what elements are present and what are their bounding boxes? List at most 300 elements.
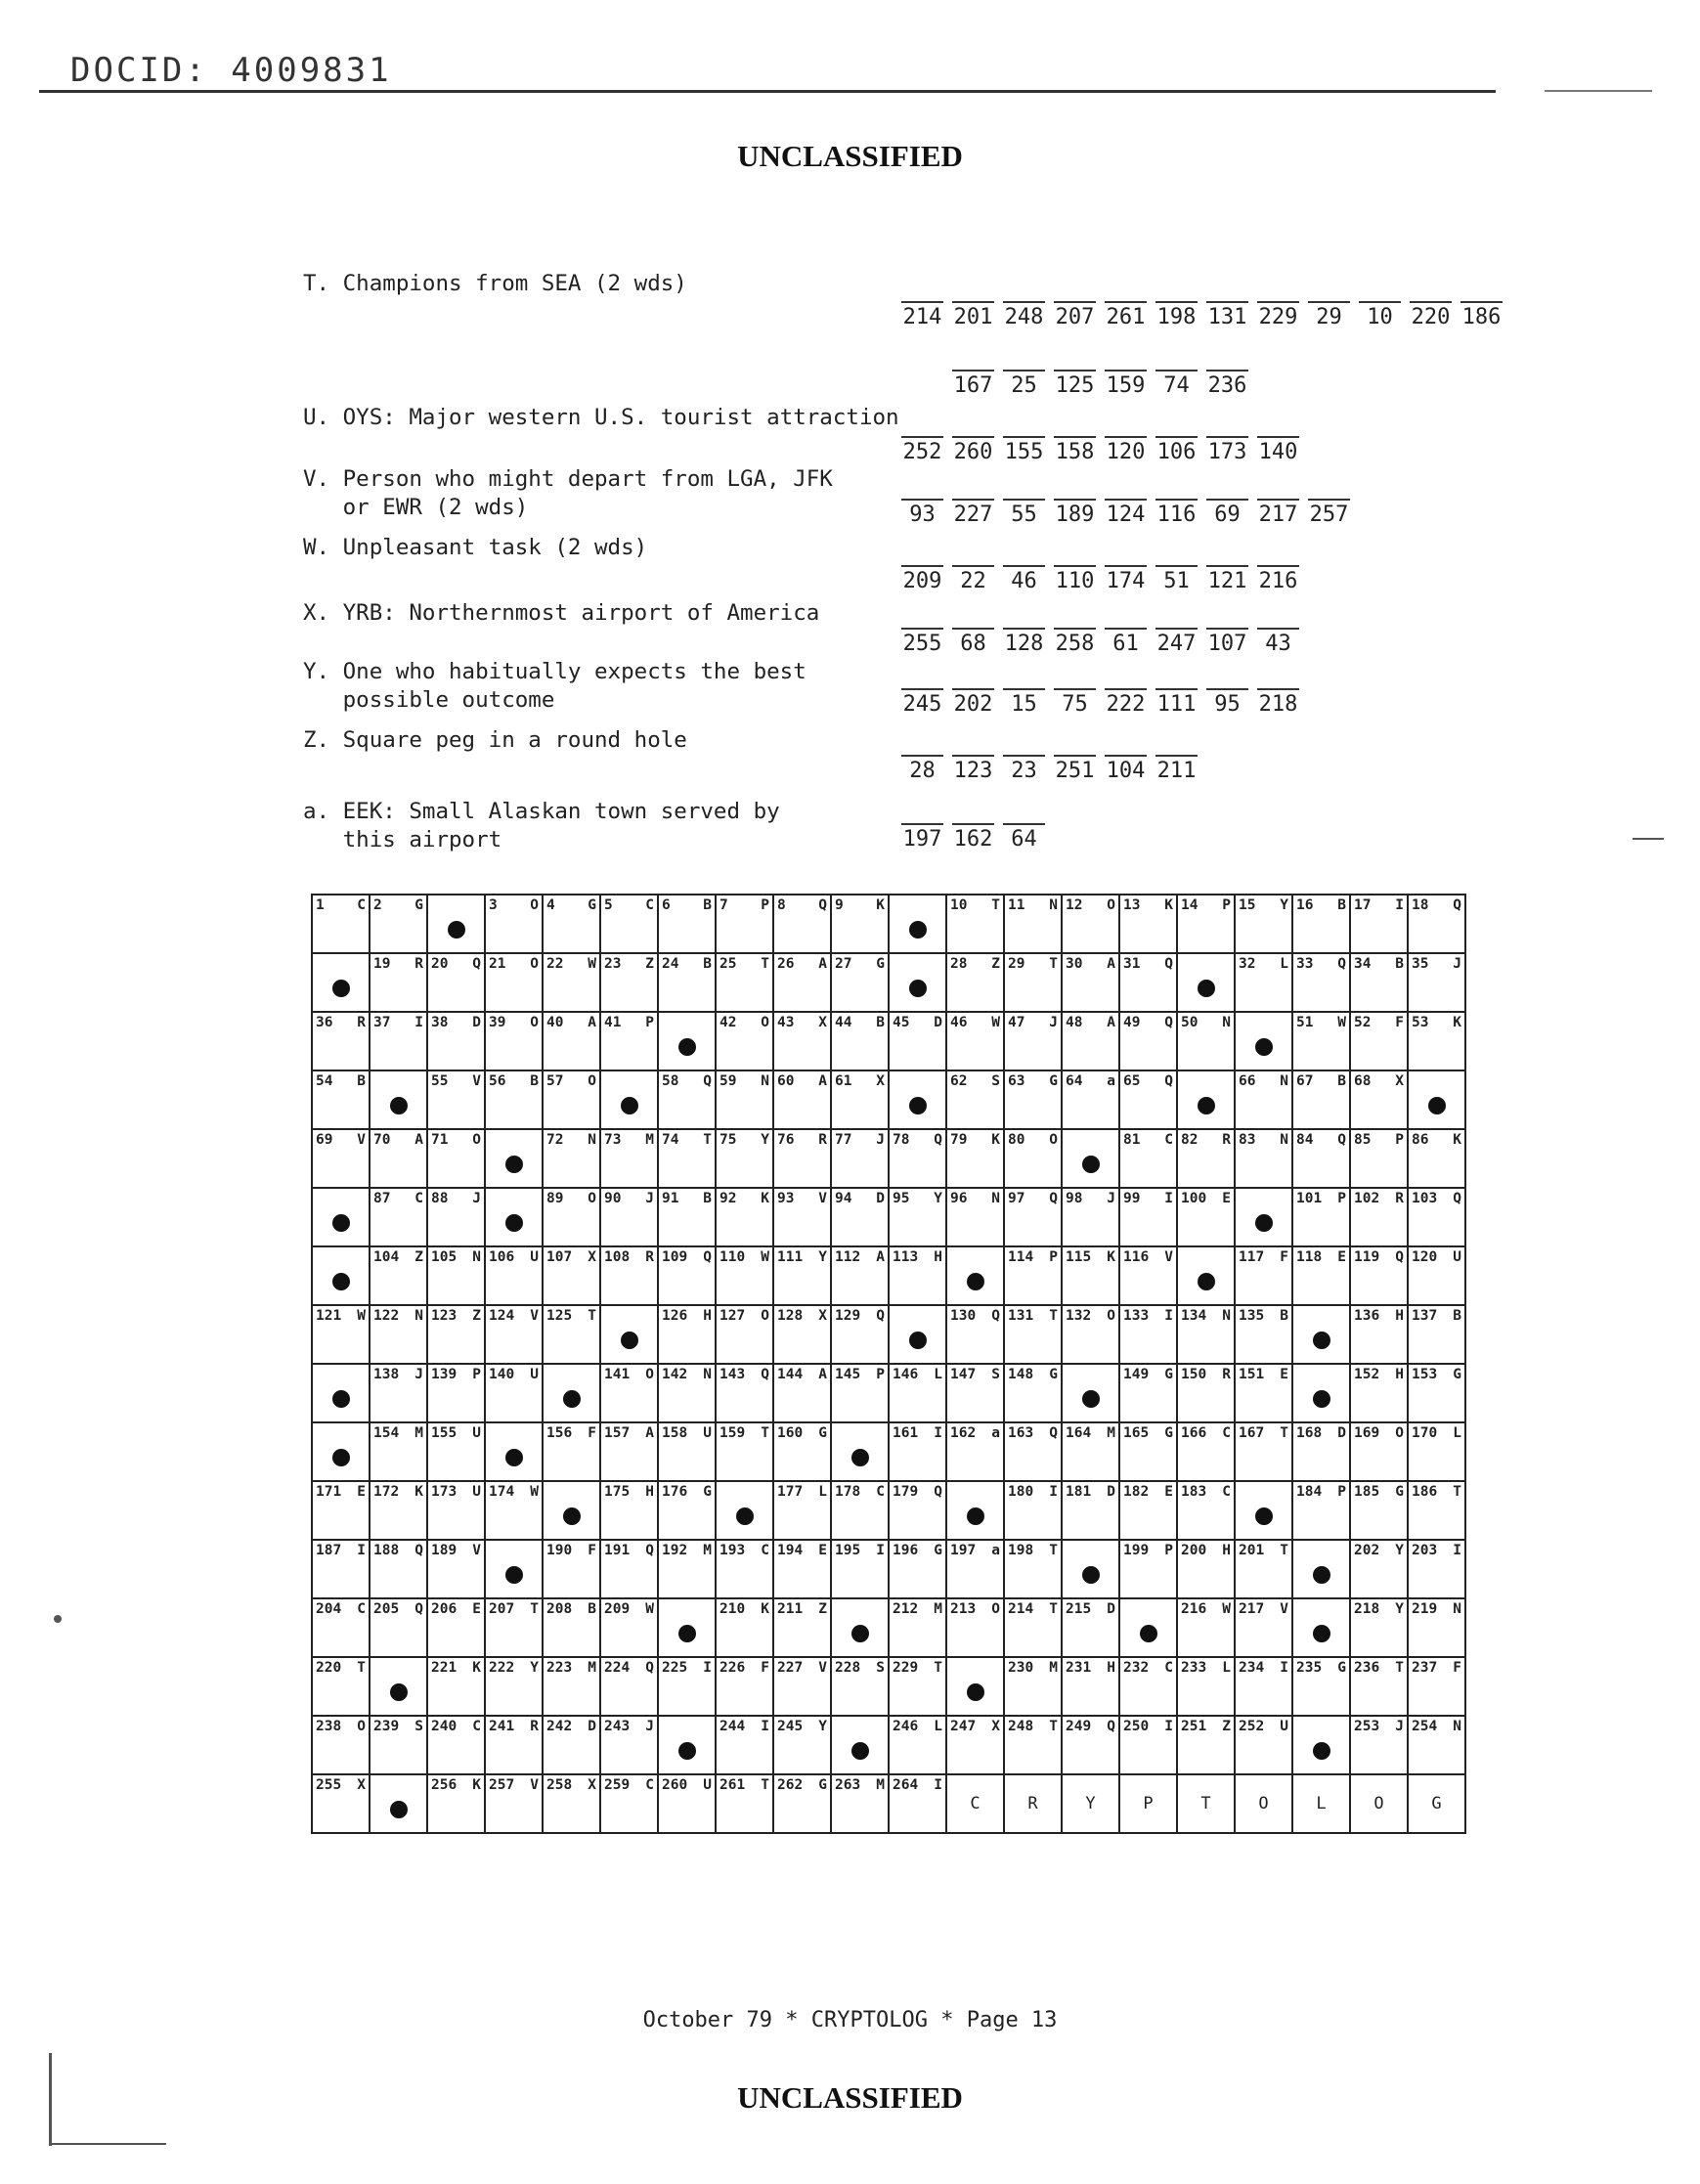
cell-letter: C [472,1719,481,1734]
cell-number: 124 [489,1308,515,1324]
cell-number: 132 [1066,1308,1092,1324]
cell-number: 195 [835,1543,861,1558]
black-dot-icon [736,1507,754,1525]
clue-a: a. EEK: Small Alaskan town served by this airport [303,799,780,852]
cell-letter: N [414,1308,423,1324]
grid-cell [658,1422,716,1481]
cell-number: 102 [1354,1191,1380,1206]
answer-v [901,499,1359,527]
grid-cell [427,1129,485,1188]
grid-cell [1177,1598,1235,1657]
cell-number: 8 [777,897,786,913]
black-dot-icon [1255,1038,1273,1056]
grid-cell [600,953,658,1012]
cell-letter: U [1280,1719,1288,1734]
cell-number: 198 [1008,1543,1034,1558]
grid-cell [1004,1246,1062,1305]
cell-letter: Y [1395,1543,1404,1558]
cell-letter: Z [818,1601,827,1617]
cell-letter: B [1337,897,1346,913]
cell-number: 160 [777,1425,804,1441]
answer-blank: 28 [901,755,943,783]
cell-letter: W [530,1484,539,1500]
grid-cell [946,1540,1004,1598]
grid-cell [1062,1481,1119,1540]
grid-row [312,1246,1465,1305]
cell-number: 181 [1066,1484,1092,1500]
answer-blank: 55 [1003,499,1045,527]
grid-cell [773,1598,831,1657]
cell-number: 143 [719,1367,746,1382]
cell-number: 225 [662,1660,688,1676]
cell-number: 230 [1008,1660,1034,1676]
cell-number: 223 [546,1660,573,1676]
answer-blank: 222 [1105,688,1147,717]
cell-number: 171 [316,1484,342,1500]
cell-letter: a [991,1425,1000,1441]
black-dot-icon [332,1214,350,1232]
grid-cell [427,1774,485,1833]
cell-letter: W [645,1601,654,1617]
grid-cell [773,1129,831,1188]
cell-number: 58 [662,1073,679,1089]
cell-number: 68 [1354,1073,1372,1089]
grid-cell [1350,1657,1408,1716]
cell-number: 56 [489,1073,506,1089]
cell-letter: C [645,897,654,913]
black-dot-icon [967,1507,984,1525]
grid-row [312,1364,1465,1422]
cell-number: 113 [893,1249,919,1265]
cell-letter: Q [818,897,827,913]
grid-cell [1292,1070,1350,1129]
cell-number: 101 [1296,1191,1323,1206]
cell-number: 197 [950,1543,977,1558]
grid-cell [543,953,600,1012]
grid-row [312,1657,1465,1716]
grid-cell [1119,1188,1177,1246]
cell-number: 183 [1181,1484,1207,1500]
grid-cell [600,1481,658,1540]
grid-cell [1177,1129,1235,1188]
grid-cell [1350,1305,1408,1364]
cell-number: 133 [1123,1308,1150,1324]
black-dot-icon [909,1097,927,1114]
answer-blank: 46 [1003,565,1045,593]
grid-cell [889,1246,946,1305]
grid-cell [600,1188,658,1246]
grid-cell [1235,1540,1292,1598]
cell-number: 119 [1354,1249,1380,1265]
grid-cell [1350,953,1408,1012]
cell-letter: N [1453,1719,1461,1734]
grid-cell [1062,1598,1119,1657]
cell-letter: J [876,1132,885,1148]
grid-cell [1350,1422,1408,1481]
clue-t: T. Champions from SEA (2 wds) [303,271,687,296]
grid-cell [1004,1188,1062,1246]
cell-number: 42 [719,1015,737,1030]
cell-letter: C [761,1543,769,1558]
cell-number: 103 [1412,1191,1438,1206]
grid-cell [1004,1657,1062,1716]
answer-a [901,823,1054,852]
grid-cell [716,1657,773,1716]
grid-cell [1177,1716,1235,1774]
cell-number: 28 [950,956,968,972]
cell-number: 83 [1239,1132,1256,1148]
grid-cell [1292,953,1350,1012]
cell-number: 36 [316,1015,333,1030]
grid-cell [312,1481,370,1540]
cell-number: 227 [777,1660,804,1676]
cell-number: 214 [1008,1601,1034,1617]
cell-number: 191 [604,1543,631,1558]
cell-number: 140 [489,1367,515,1382]
cell-number: 105 [431,1249,458,1265]
grid-row [312,1481,1465,1540]
grid-cell [1004,1305,1062,1364]
cell-letter: J [1049,1015,1058,1030]
cell-letter: Z [1222,1719,1231,1734]
cell-letter: N [1453,1601,1461,1617]
grid-cell [946,1598,1004,1657]
grid-cell [831,1481,889,1540]
answer-blank: 10 [1359,301,1401,329]
grid-cell [716,1540,773,1598]
grid-cell [1408,1481,1465,1540]
cell-letter: Z [472,1308,481,1324]
cell-letter: O [530,956,539,972]
grid-black-square [1292,1364,1350,1422]
cell-letter: G [1337,1660,1346,1676]
cell-number: 192 [662,1543,688,1558]
answer-blank: 218 [1257,688,1299,717]
cell-letter: B [703,897,712,913]
cell-number: 170 [1412,1425,1438,1441]
cell-number: 221 [431,1660,458,1676]
cell-number: 242 [546,1719,573,1734]
cell-number: 205 [373,1601,400,1617]
cell-number: 161 [893,1425,919,1441]
cell-letter: Q [876,1308,885,1324]
cell-letter: Y [934,1191,942,1206]
grid-cell [658,1129,716,1188]
cell-letter: X [991,1719,1000,1734]
cell-number: 18 [1412,897,1429,913]
grid-cell [1408,1422,1465,1481]
cell-letter: U [1453,1249,1461,1265]
cell-letter: B [530,1073,539,1089]
grid-cell [889,1364,946,1422]
cell-number: 29 [1008,956,1025,972]
cell-letter: U [472,1425,481,1441]
cell-number: 210 [719,1601,746,1617]
grid-cell [658,1246,716,1305]
answer-blank: 120 [1105,436,1147,464]
cell-number: 79 [950,1132,968,1148]
black-dot-icon [332,1273,350,1290]
cell-letter: W [357,1308,366,1324]
cell-number: 151 [1239,1367,1265,1382]
cell-letter: I [1049,1484,1058,1500]
cell-letter: U [472,1484,481,1500]
grid-cell [600,895,658,953]
cell-number: 137 [1412,1308,1438,1324]
cell-number: 182 [1123,1484,1150,1500]
grid-cell [889,1716,946,1774]
cell-letter: P [1222,897,1231,913]
cell-letter: M [876,1777,885,1793]
cell-letter: T [703,1132,712,1148]
cell-number: 163 [1008,1425,1034,1441]
cell-letter: B [1280,1308,1288,1324]
grid-cell [831,1540,889,1598]
cell-letter: N [1049,897,1058,913]
grid-cell [1062,1188,1119,1246]
cell-number: 22 [546,956,564,972]
cell-number: 165 [1123,1425,1150,1441]
grid-cell [716,1774,773,1833]
cell-letter: C [1164,1132,1173,1148]
cell-letter: P [1164,1543,1173,1558]
grid-cell [1408,1188,1465,1246]
clue-x: X. YRB: Northernmost airport of America [303,600,820,626]
cell-number: 26 [777,956,795,972]
cell-letter: C [357,897,366,913]
grid-cell [946,1716,1004,1774]
grid-cell [658,895,716,953]
grid-cell [889,1129,946,1188]
grid-black-square [889,895,946,953]
cell-number: 200 [1181,1543,1207,1558]
cell-letter: T [934,1660,942,1676]
grid-cell [1408,1129,1465,1188]
grid-cell [946,1012,1004,1070]
cell-number: 136 [1354,1308,1380,1324]
cell-letter: T [1049,1308,1058,1324]
answer-blank: 245 [901,688,943,717]
grid-cell [543,1129,600,1188]
answer-blank: 173 [1206,436,1248,464]
cell-letter: E [1337,1249,1346,1265]
cell-letter: F [588,1425,596,1441]
answer-t-line1 [901,301,1511,329]
cell-number: 150 [1181,1367,1207,1382]
grid-cell [1408,1246,1465,1305]
black-dot-icon [851,1742,869,1760]
cell-letter: F [1453,1660,1461,1676]
grid-cell [312,1657,370,1716]
cell-number: 228 [835,1660,861,1676]
grid-black-square [658,1012,716,1070]
cell-number: 134 [1181,1308,1207,1324]
grid-cell [427,1657,485,1716]
cell-letter: X [876,1073,885,1089]
cell-letter: V [472,1543,481,1558]
cell-number: 135 [1239,1308,1265,1324]
scan-edge-mark [49,2053,52,2146]
cell-letter: M [645,1132,654,1148]
cell-number: 35 [1412,956,1429,972]
cell-number: 263 [835,1777,861,1793]
cell-letter: M [934,1601,942,1617]
answer-blank: 186 [1460,301,1503,329]
cell-letter: K [1164,897,1173,913]
grid-cell [600,1422,658,1481]
grid-cell [370,1716,427,1774]
cell-letter: O [1049,1132,1058,1148]
cell-number: 175 [604,1484,631,1500]
grid-black-square [485,1540,543,1598]
cell-letter: F [588,1543,596,1558]
grid-cell [831,1012,889,1070]
grid-cell [1119,1246,1177,1305]
cell-number: 121 [316,1308,342,1324]
grid-cell [1004,1070,1062,1129]
answer-blank: 227 [952,499,994,527]
cell-number: 196 [893,1543,919,1558]
cell-number: 118 [1296,1249,1323,1265]
grid-cell [312,1540,370,1598]
cell-number: 232 [1123,1660,1150,1676]
cell-number: 85 [1354,1132,1372,1148]
grid-cell [1350,1540,1408,1598]
cell-letter: E [1280,1367,1288,1382]
cell-number: 222 [489,1660,515,1676]
cell-number: 212 [893,1601,919,1617]
cell-letter: S [991,1367,1000,1382]
grid-black-square [831,1422,889,1481]
cell-letter: O [472,1132,481,1148]
cell-number: 251 [1181,1719,1207,1734]
grid-black-square [485,1188,543,1246]
grid-cell [658,1481,716,1540]
cell-number: 167 [1239,1425,1265,1441]
cell-number: 115 [1066,1249,1092,1265]
cell-number: 92 [719,1191,737,1206]
cell-letter: Q [991,1308,1000,1324]
cell-letter: S [876,1660,885,1676]
cell-letter: D [1337,1425,1346,1441]
cell-letter: O [1107,897,1115,913]
grid-cell [543,895,600,953]
grid-cell [1004,1481,1062,1540]
grid-cell [1408,1305,1465,1364]
grid-cell [543,1716,600,1774]
cell-number: 159 [719,1425,746,1441]
cell-letter: B [1453,1308,1461,1324]
cell-letter: O [530,897,539,913]
answer-blank: 197 [901,823,943,852]
cell-number: 111 [777,1249,804,1265]
cell-number: 261 [719,1777,746,1793]
cell-letter: X [357,1777,366,1793]
cell-number: 168 [1296,1425,1323,1441]
answer-blank: 95 [1206,688,1248,717]
cell-letter: K [1453,1015,1461,1030]
grid-cell [427,1540,485,1598]
cell-letter: N [1280,1132,1288,1148]
grid-cell [889,1657,946,1716]
grid-black-square [831,1598,889,1657]
grid-row [312,1012,1465,1070]
answer-blank: 236 [1206,370,1248,398]
grid-cell [1119,1422,1177,1481]
cell-letter: J [1107,1191,1115,1206]
cell-letter: A [818,1367,827,1382]
cell-number: 172 [373,1484,400,1500]
grid-cell [600,1012,658,1070]
grid-cell [1004,1422,1062,1481]
grid-cell [1119,1070,1177,1129]
grid-cell [1235,1070,1292,1129]
grid-black-square [1292,1598,1350,1657]
grid-black-square [658,1716,716,1774]
cell-letter: Y [818,1719,827,1734]
cell-letter: M [1107,1425,1115,1441]
grid-black-square [946,1657,1004,1716]
answer-blank: 125 [1054,370,1096,398]
cell-number: 236 [1354,1660,1380,1676]
cell-letter: B [357,1073,366,1089]
cell-letter: H [645,1484,654,1500]
cell-number: 90 [604,1191,622,1206]
cell-number: 30 [1066,956,1083,972]
cell-number: 41 [604,1015,622,1030]
cell-letter: U [703,1777,712,1793]
grid-cell [1292,1657,1350,1716]
grid-cell [427,1305,485,1364]
grid-cell [427,1070,485,1129]
cell-number: 258 [546,1777,573,1793]
cell-number: 144 [777,1367,804,1382]
cell-number: 234 [1239,1660,1265,1676]
cell-letter: M [1049,1660,1058,1676]
cell-letter: G [1049,1073,1058,1089]
cell-number: 116 [1123,1249,1150,1265]
grid-black-square [716,1481,773,1540]
cell-letter: Y [1280,897,1288,913]
answer-z [901,755,1206,783]
cell-letter: Q [934,1132,942,1148]
cell-letter: I [934,1425,942,1441]
cell-number: 250 [1123,1719,1150,1734]
cell-number: 156 [546,1425,573,1441]
cell-number: 147 [950,1367,977,1382]
grid-cell [600,1657,658,1716]
answer-blank: 261 [1105,301,1147,329]
cell-letter: C [1222,1425,1231,1441]
cell-number: 224 [604,1660,631,1676]
grid-cell [889,1540,946,1598]
cell-number: 27 [835,956,852,972]
grid-cell [658,1657,716,1716]
black-dot-icon [1082,1156,1100,1173]
black-dot-icon [909,1332,927,1349]
cell-letter: C [1222,1484,1231,1500]
grid-cell [485,895,543,953]
cell-letter: Y [761,1132,769,1148]
cell-letter: O [1395,1425,1404,1441]
cell-letter: T [761,956,769,972]
grid-black-square [658,1598,716,1657]
grid-cell [889,1188,946,1246]
cell-letter: V [472,1073,481,1089]
grid-cell [543,1598,600,1657]
grid-cell [831,1188,889,1246]
cell-number: 129 [835,1308,861,1324]
